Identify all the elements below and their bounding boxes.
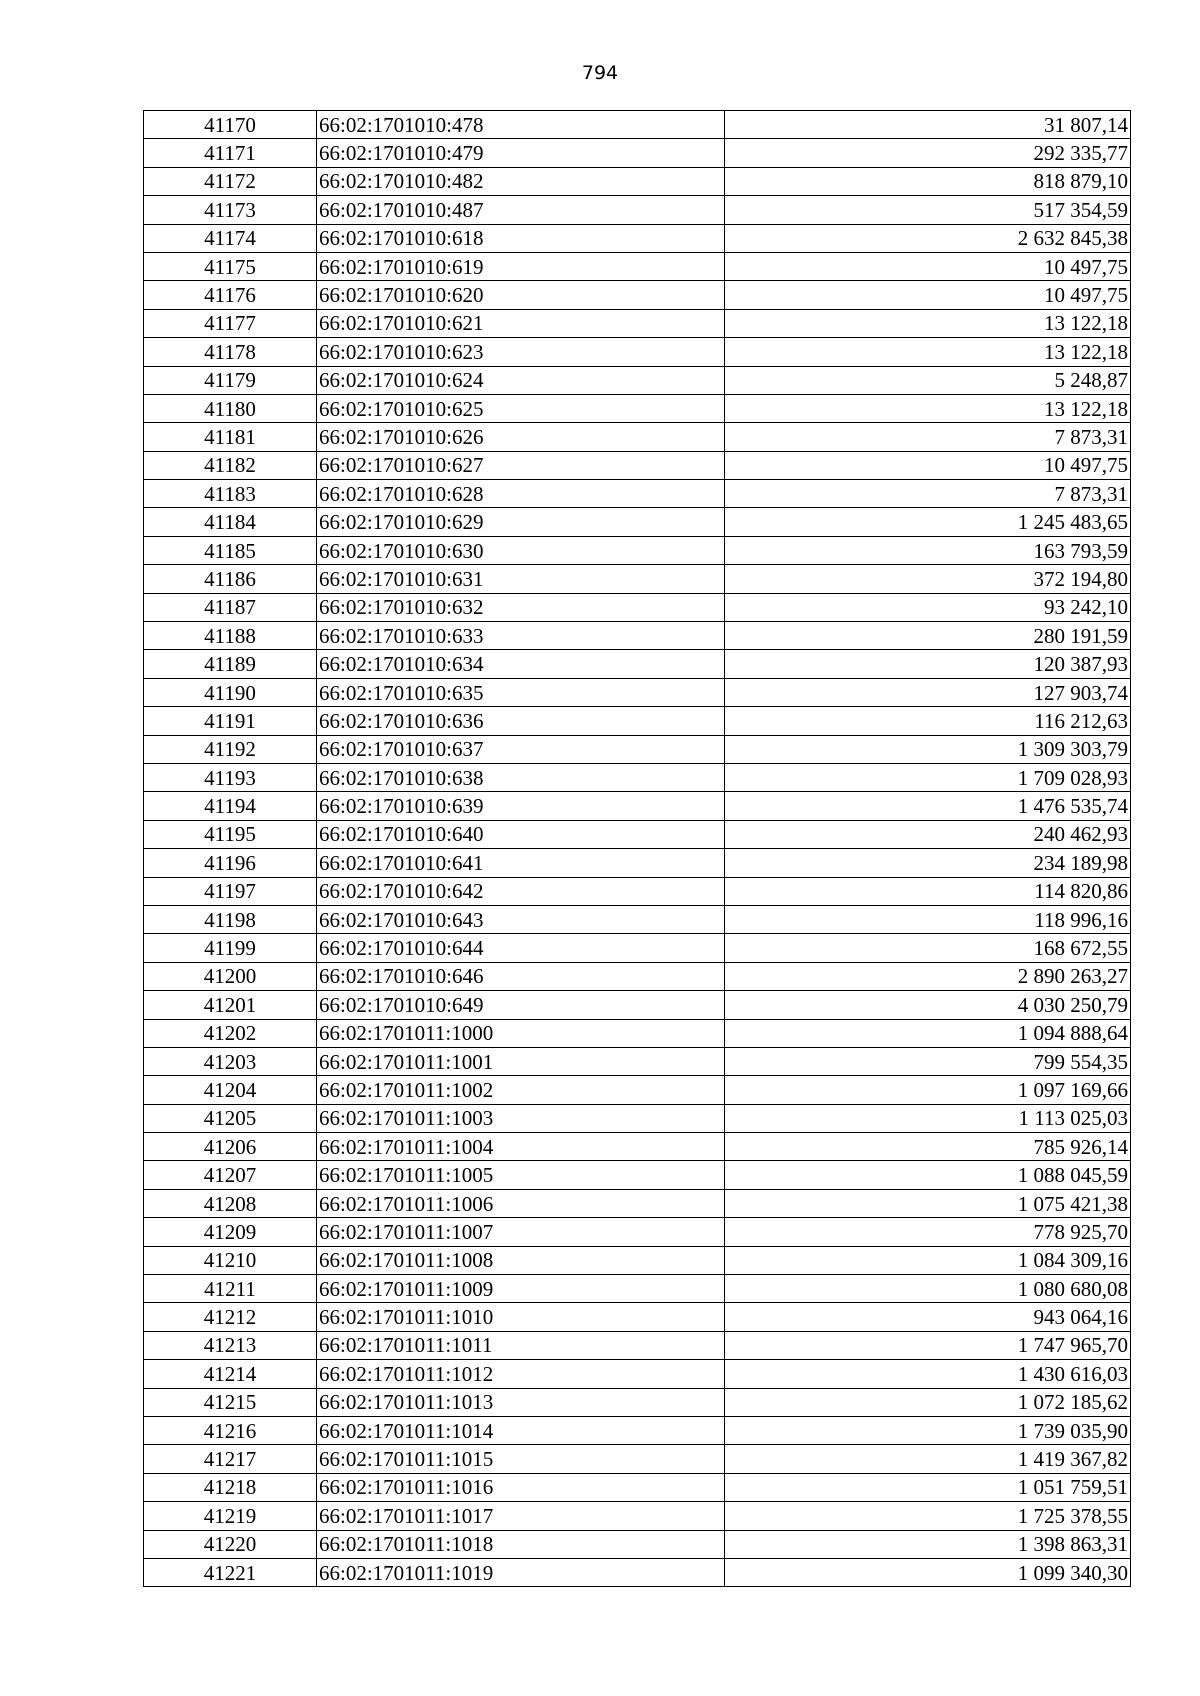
row-number-cell: 41216 [144, 1416, 317, 1444]
cadastral-number-cell: 66:02:1701010:624 [317, 366, 725, 394]
row-number-cell: 41171 [144, 139, 317, 167]
table-row [144, 224, 1131, 252]
row-number-cell: 41176 [144, 281, 317, 309]
table-row [144, 536, 1131, 564]
row-number-cell: 41206 [144, 1133, 317, 1161]
cadastral-number-cell: 66:02:1701011:1007 [317, 1218, 725, 1246]
table-row [144, 1076, 1131, 1104]
cadastral-number-cell: 66:02:1701011:1001 [317, 1047, 725, 1075]
row-number-cell: 41218 [144, 1473, 317, 1501]
row-number-cell: 41182 [144, 451, 317, 479]
cadastral-value-cell: 13 122,18 [725, 309, 1131, 337]
cadastral-number-cell: 66:02:1701011:1017 [317, 1502, 725, 1530]
cadastral-number-cell: 66:02:1701010:625 [317, 394, 725, 422]
cadastral-number-cell: 66:02:1701011:1002 [317, 1076, 725, 1104]
cadastral-number-cell: 66:02:1701010:640 [317, 820, 725, 848]
row-number-cell: 41175 [144, 252, 317, 280]
cadastral-number-cell: 66:02:1701011:1005 [317, 1161, 725, 1189]
table-row [144, 309, 1131, 337]
row-number-cell: 41197 [144, 877, 317, 905]
table-row [144, 1246, 1131, 1274]
table-row [144, 167, 1131, 195]
table-row [144, 366, 1131, 394]
table-row [144, 1189, 1131, 1217]
cadastral-value-cell: 10 497,75 [725, 451, 1131, 479]
table-row [144, 1416, 1131, 1444]
table-row [144, 1502, 1131, 1530]
cadastral-value-cell: 120 387,93 [725, 650, 1131, 678]
table-row [144, 962, 1131, 990]
row-number-cell: 41192 [144, 735, 317, 763]
row-number-cell: 41213 [144, 1331, 317, 1359]
cadastral-value-cell: 1 097 169,66 [725, 1076, 1131, 1104]
cadastral-number-cell: 66:02:1701010:644 [317, 934, 725, 962]
cadastral-value-table [143, 110, 1131, 1587]
cadastral-value-cell: 372 194,80 [725, 565, 1131, 593]
table-body [144, 111, 1131, 1587]
cadastral-value-cell: 1 099 340,30 [725, 1558, 1131, 1586]
cadastral-number-cell: 66:02:1701010:636 [317, 707, 725, 735]
row-number-cell: 41187 [144, 593, 317, 621]
table-row [144, 1133, 1131, 1161]
cadastral-value-cell: 2 890 263,27 [725, 962, 1131, 990]
table-row [144, 678, 1131, 706]
cadastral-value-cell: 234 189,98 [725, 849, 1131, 877]
cadastral-number-cell: 66:02:1701010:634 [317, 650, 725, 678]
table-row [144, 1019, 1131, 1047]
cadastral-value-cell: 13 122,18 [725, 394, 1131, 422]
cadastral-number-cell: 66:02:1701010:626 [317, 423, 725, 451]
row-number-cell: 41172 [144, 167, 317, 195]
row-number-cell: 41184 [144, 508, 317, 536]
cadastral-number-cell: 66:02:1701010:479 [317, 139, 725, 167]
cadastral-number-cell: 66:02:1701011:1011 [317, 1331, 725, 1359]
cadastral-value-cell: 1 419 367,82 [725, 1445, 1131, 1473]
table-row [144, 451, 1131, 479]
cadastral-number-cell: 66:02:1701010:639 [317, 792, 725, 820]
cadastral-number-cell: 66:02:1701011:1009 [317, 1275, 725, 1303]
cadastral-value-cell: 168 672,55 [725, 934, 1131, 962]
cadastral-value-cell: 10 497,75 [725, 252, 1131, 280]
table-row [144, 1388, 1131, 1416]
cadastral-value-cell: 1 709 028,93 [725, 763, 1131, 791]
cadastral-value-cell: 280 191,59 [725, 622, 1131, 650]
row-number-cell: 41179 [144, 366, 317, 394]
cadastral-value-cell: 1 398 863,31 [725, 1530, 1131, 1558]
cadastral-number-cell: 66:02:1701010:632 [317, 593, 725, 621]
cadastral-number-cell: 66:02:1701010:633 [317, 622, 725, 650]
cadastral-number-cell: 66:02:1701011:1003 [317, 1104, 725, 1132]
row-number-cell: 41196 [144, 849, 317, 877]
row-number-cell: 41199 [144, 934, 317, 962]
table-row [144, 934, 1131, 962]
cadastral-value-cell: 118 996,16 [725, 905, 1131, 933]
cadastral-number-cell: 66:02:1701011:1004 [317, 1133, 725, 1161]
cadastral-value-cell: 1 072 185,62 [725, 1388, 1131, 1416]
row-number-cell: 41188 [144, 622, 317, 650]
table-row [144, 707, 1131, 735]
table-row [144, 1303, 1131, 1331]
cadastral-value-cell: 93 242,10 [725, 593, 1131, 621]
cadastral-number-cell: 66:02:1701010:642 [317, 877, 725, 905]
table-row [144, 281, 1131, 309]
cadastral-value-cell: 785 926,14 [725, 1133, 1131, 1161]
row-number-cell: 41198 [144, 905, 317, 933]
table-row [144, 650, 1131, 678]
table-row [144, 1104, 1131, 1132]
table-row [144, 1047, 1131, 1075]
cadastral-value-cell: 1 094 888,64 [725, 1019, 1131, 1047]
cadastral-value-cell: 2 632 845,38 [725, 224, 1131, 252]
table-row [144, 991, 1131, 1019]
cadastral-number-cell: 66:02:1701010:649 [317, 991, 725, 1019]
table-row [144, 196, 1131, 224]
table-row [144, 792, 1131, 820]
row-number-cell: 41185 [144, 536, 317, 564]
cadastral-value-cell: 5 248,87 [725, 366, 1131, 394]
row-number-cell: 41181 [144, 423, 317, 451]
cadastral-number-cell: 66:02:1701011:1010 [317, 1303, 725, 1331]
cadastral-value-cell: 1 084 309,16 [725, 1246, 1131, 1274]
cadastral-value-cell: 1 725 378,55 [725, 1502, 1131, 1530]
row-number-cell: 41207 [144, 1161, 317, 1189]
cadastral-number-cell: 66:02:1701010:646 [317, 962, 725, 990]
table-row [144, 111, 1131, 139]
cadastral-number-cell: 66:02:1701010:621 [317, 309, 725, 337]
cadastral-number-cell: 66:02:1701010:628 [317, 480, 725, 508]
row-number-cell: 41217 [144, 1445, 317, 1473]
row-number-cell: 41193 [144, 763, 317, 791]
cadastral-value-cell: 799 554,35 [725, 1047, 1131, 1075]
table-row [144, 905, 1131, 933]
cadastral-number-cell: 66:02:1701011:1019 [317, 1558, 725, 1586]
row-number-cell: 41200 [144, 962, 317, 990]
table-row [144, 593, 1131, 621]
row-number-cell: 41170 [144, 111, 317, 139]
row-number-cell: 41186 [144, 565, 317, 593]
row-number-cell: 41219 [144, 1502, 317, 1530]
cadastral-value-cell: 778 925,70 [725, 1218, 1131, 1246]
cadastral-value-cell: 114 820,86 [725, 877, 1131, 905]
row-number-cell: 41220 [144, 1530, 317, 1558]
cadastral-value-cell: 13 122,18 [725, 338, 1131, 366]
row-number-cell: 41189 [144, 650, 317, 678]
cadastral-value-cell: 1 113 025,03 [725, 1104, 1131, 1132]
table-row [144, 1530, 1131, 1558]
table-row [144, 1445, 1131, 1473]
cadastral-value-cell: 7 873,31 [725, 480, 1131, 508]
cadastral-value-cell: 1 309 303,79 [725, 735, 1131, 763]
table-row [144, 820, 1131, 848]
cadastral-value-cell: 7 873,31 [725, 423, 1131, 451]
cadastral-value-cell: 163 793,59 [725, 536, 1131, 564]
cadastral-value-cell: 943 064,16 [725, 1303, 1131, 1331]
cadastral-value-cell: 31 807,14 [725, 111, 1131, 139]
cadastral-number-cell: 66:02:1701011:1012 [317, 1360, 725, 1388]
table-row [144, 252, 1131, 280]
cadastral-number-cell: 66:02:1701011:1013 [317, 1388, 725, 1416]
table-row [144, 1218, 1131, 1246]
cadastral-value-cell: 127 903,74 [725, 678, 1131, 706]
cadastral-number-cell: 66:02:1701011:1008 [317, 1246, 725, 1274]
cadastral-number-cell: 66:02:1701010:641 [317, 849, 725, 877]
row-number-cell: 41180 [144, 394, 317, 422]
cadastral-value-cell: 1 430 616,03 [725, 1360, 1131, 1388]
table-row [144, 423, 1131, 451]
row-number-cell: 41221 [144, 1558, 317, 1586]
cadastral-value-cell: 1 476 535,74 [725, 792, 1131, 820]
row-number-cell: 41211 [144, 1275, 317, 1303]
table-row [144, 480, 1131, 508]
cadastral-value-cell: 1 739 035,90 [725, 1416, 1131, 1444]
table-row [144, 735, 1131, 763]
row-number-cell: 41209 [144, 1218, 317, 1246]
table-row [144, 1275, 1131, 1303]
cadastral-number-cell: 66:02:1701011:1015 [317, 1445, 725, 1473]
cadastral-number-cell: 66:02:1701010:635 [317, 678, 725, 706]
row-number-cell: 41212 [144, 1303, 317, 1331]
row-number-cell: 41183 [144, 480, 317, 508]
cadastral-value-cell: 1 245 483,65 [725, 508, 1131, 536]
table-row [144, 338, 1131, 366]
cadastral-value-cell: 292 335,77 [725, 139, 1131, 167]
cadastral-number-cell: 66:02:1701010:618 [317, 224, 725, 252]
row-number-cell: 41178 [144, 338, 317, 366]
cadastral-number-cell: 66:02:1701011:1014 [317, 1416, 725, 1444]
table-row [144, 1473, 1131, 1501]
cadastral-value-cell: 10 497,75 [725, 281, 1131, 309]
table-row [144, 139, 1131, 167]
row-number-cell: 41215 [144, 1388, 317, 1416]
cadastral-value-cell: 1 747 965,70 [725, 1331, 1131, 1359]
row-number-cell: 41191 [144, 707, 317, 735]
cadastral-number-cell: 66:02:1701011:1016 [317, 1473, 725, 1501]
row-number-cell: 41173 [144, 196, 317, 224]
cadastral-number-cell: 66:02:1701010:623 [317, 338, 725, 366]
page-number: 794 [581, 62, 619, 84]
cadastral-number-cell: 66:02:1701010:487 [317, 196, 725, 224]
row-number-cell: 41174 [144, 224, 317, 252]
row-number-cell: 41202 [144, 1019, 317, 1047]
cadastral-number-cell: 66:02:1701010:631 [317, 565, 725, 593]
cadastral-value-cell: 1 051 759,51 [725, 1473, 1131, 1501]
cadastral-value-cell: 116 212,63 [725, 707, 1131, 735]
cadastral-value-cell: 517 354,59 [725, 196, 1131, 224]
row-number-cell: 41177 [144, 309, 317, 337]
table-row [144, 394, 1131, 422]
row-number-cell: 41194 [144, 792, 317, 820]
cadastral-number-cell: 66:02:1701010:478 [317, 111, 725, 139]
cadastral-number-cell: 66:02:1701011:1006 [317, 1189, 725, 1217]
row-number-cell: 41210 [144, 1246, 317, 1274]
row-number-cell: 41203 [144, 1047, 317, 1075]
row-number-cell: 41201 [144, 991, 317, 1019]
row-number-cell: 41204 [144, 1076, 317, 1104]
cadastral-value-cell: 818 879,10 [725, 167, 1131, 195]
cadastral-value-cell: 1 075 421,38 [725, 1189, 1131, 1217]
cadastral-number-cell: 66:02:1701011:1018 [317, 1530, 725, 1558]
cadastral-number-cell: 66:02:1701010:637 [317, 735, 725, 763]
row-number-cell: 41208 [144, 1189, 317, 1217]
row-number-cell: 41205 [144, 1104, 317, 1132]
table-row [144, 1331, 1131, 1359]
table-row [144, 622, 1131, 650]
cadastral-number-cell: 66:02:1701010:643 [317, 905, 725, 933]
cadastral-value-cell: 1 080 680,08 [725, 1275, 1131, 1303]
table-row [144, 763, 1131, 791]
row-number-cell: 41214 [144, 1360, 317, 1388]
cadastral-number-cell: 66:02:1701010:627 [317, 451, 725, 479]
table-row [144, 1161, 1131, 1189]
cadastral-value-cell: 1 088 045,59 [725, 1161, 1131, 1189]
table-row [144, 1360, 1131, 1388]
table-row [144, 849, 1131, 877]
cadastral-value-cell: 4 030 250,79 [725, 991, 1131, 1019]
cadastral-number-cell: 66:02:1701010:619 [317, 252, 725, 280]
table-row [144, 1558, 1131, 1586]
table-row [144, 508, 1131, 536]
cadastral-number-cell: 66:02:1701011:1000 [317, 1019, 725, 1047]
table-row [144, 877, 1131, 905]
cadastral-number-cell: 66:02:1701010:629 [317, 508, 725, 536]
table-row [144, 565, 1131, 593]
cadastral-number-cell: 66:02:1701010:482 [317, 167, 725, 195]
cadastral-number-cell: 66:02:1701010:638 [317, 763, 725, 791]
row-number-cell: 41190 [144, 678, 317, 706]
cadastral-value-cell: 240 462,93 [725, 820, 1131, 848]
row-number-cell: 41195 [144, 820, 317, 848]
cadastral-number-cell: 66:02:1701010:620 [317, 281, 725, 309]
cadastral-number-cell: 66:02:1701010:630 [317, 536, 725, 564]
